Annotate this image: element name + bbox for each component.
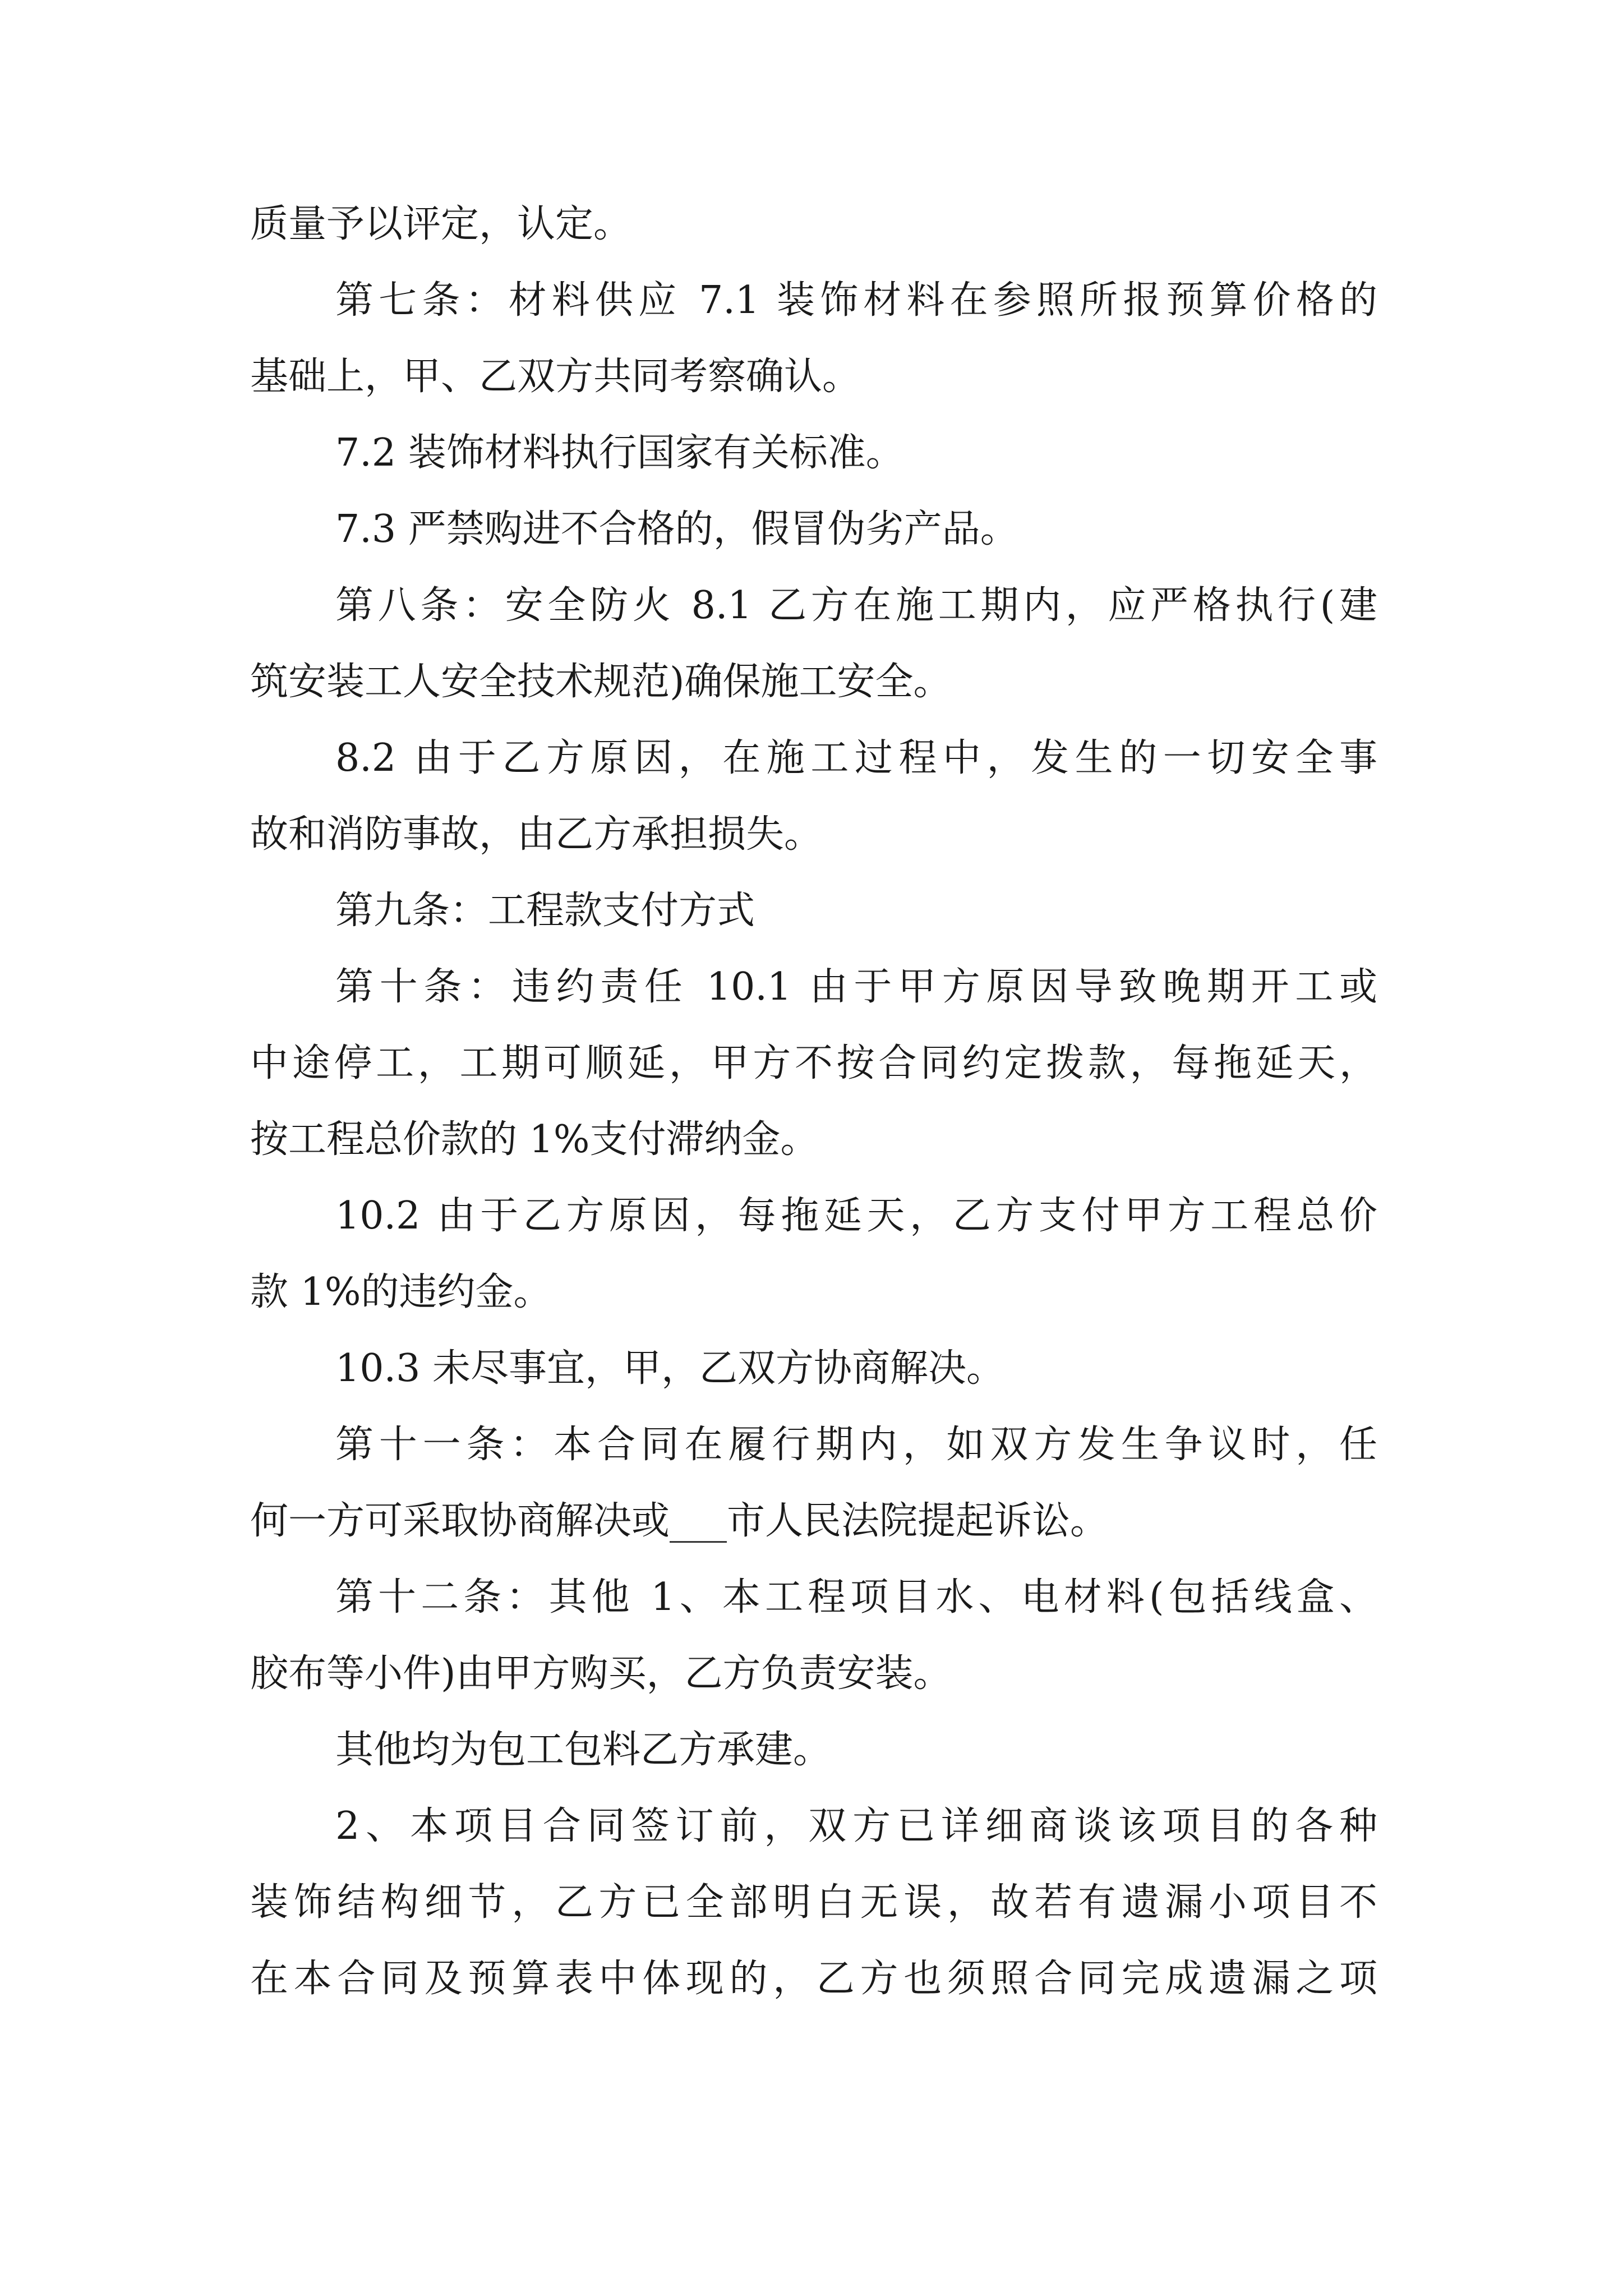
text-line: 第十二条：其他 1、本工程项目水、电材料(包括线盒、 xyxy=(335,1575,1377,1619)
text-line: 第十一条：本合同在履行期内，如双方发生争议时，任 xyxy=(335,1423,1377,1467)
text-line: 其他均为包工包料乙方承建。 xyxy=(335,1728,832,1772)
text-line: 款 1%的违约金。 xyxy=(250,1270,552,1314)
text-line: 按工程总价款的 1%支付滞纳金。 xyxy=(250,1117,819,1162)
document-body xyxy=(250,186,1377,2017)
text-line: 第八条：安全防火 8.1 乙方在施工期内，应严格执行(建 xyxy=(335,583,1377,628)
text-line: 在本合同及预算表中体现的，乙方也须照合同完成遗漏之项 xyxy=(250,1957,1377,2001)
text-line: 8.2 由于乙方原因，在施工过程中，发生的一切安全事 xyxy=(335,736,1377,780)
text-line: 第七条：材料供应 7.1 装饰材料在参照所报预算价格的 xyxy=(335,278,1377,323)
text-line: 胶布等小件)由甲方购买，乙方负责安装。 xyxy=(250,1651,952,1696)
text-line: 基础上，甲、乙双方共同考察确认。 xyxy=(250,355,861,399)
text-line: 10.2 由于乙方原因，每拖延天，乙方支付甲方工程总价 xyxy=(335,1194,1377,1238)
text-line: 筑安装工人安全技术规范)确保施工安全。 xyxy=(250,660,952,704)
text-line: 2、本项目合同签订前，双方已详细商谈该项目的各种 xyxy=(335,1804,1377,1848)
text-line: 装饰结构细节，乙方已全部明白无误，故若有遗漏小项目不 xyxy=(250,1880,1377,1925)
text-line: 中途停工，工期可顺延，甲方不按合同约定拨款，每拖延天， xyxy=(250,1041,1377,1085)
text-line: 7.3 严禁购进不合格的，假冒伪劣产品。 xyxy=(335,507,1018,551)
text-line: 何一方可采取协商解决或___市人民法院提起诉讼。 xyxy=(250,1499,1109,1543)
text-line: 7.2 装饰材料执行国家有关标准。 xyxy=(335,431,904,475)
text-line: 质量予以评定，认定。 xyxy=(250,202,632,246)
text-line: 第九条：工程款支付方式 xyxy=(335,889,755,933)
text-line: 故和消防事故，由乙方承担损失。 xyxy=(250,812,823,857)
text-line: 第十条：违约责任 10.1 由于甲方原因导致晚期开工或 xyxy=(335,965,1377,1009)
text-line: 10.3 未尽事宜，甲，乙双方协商解决。 xyxy=(335,1346,1005,1391)
